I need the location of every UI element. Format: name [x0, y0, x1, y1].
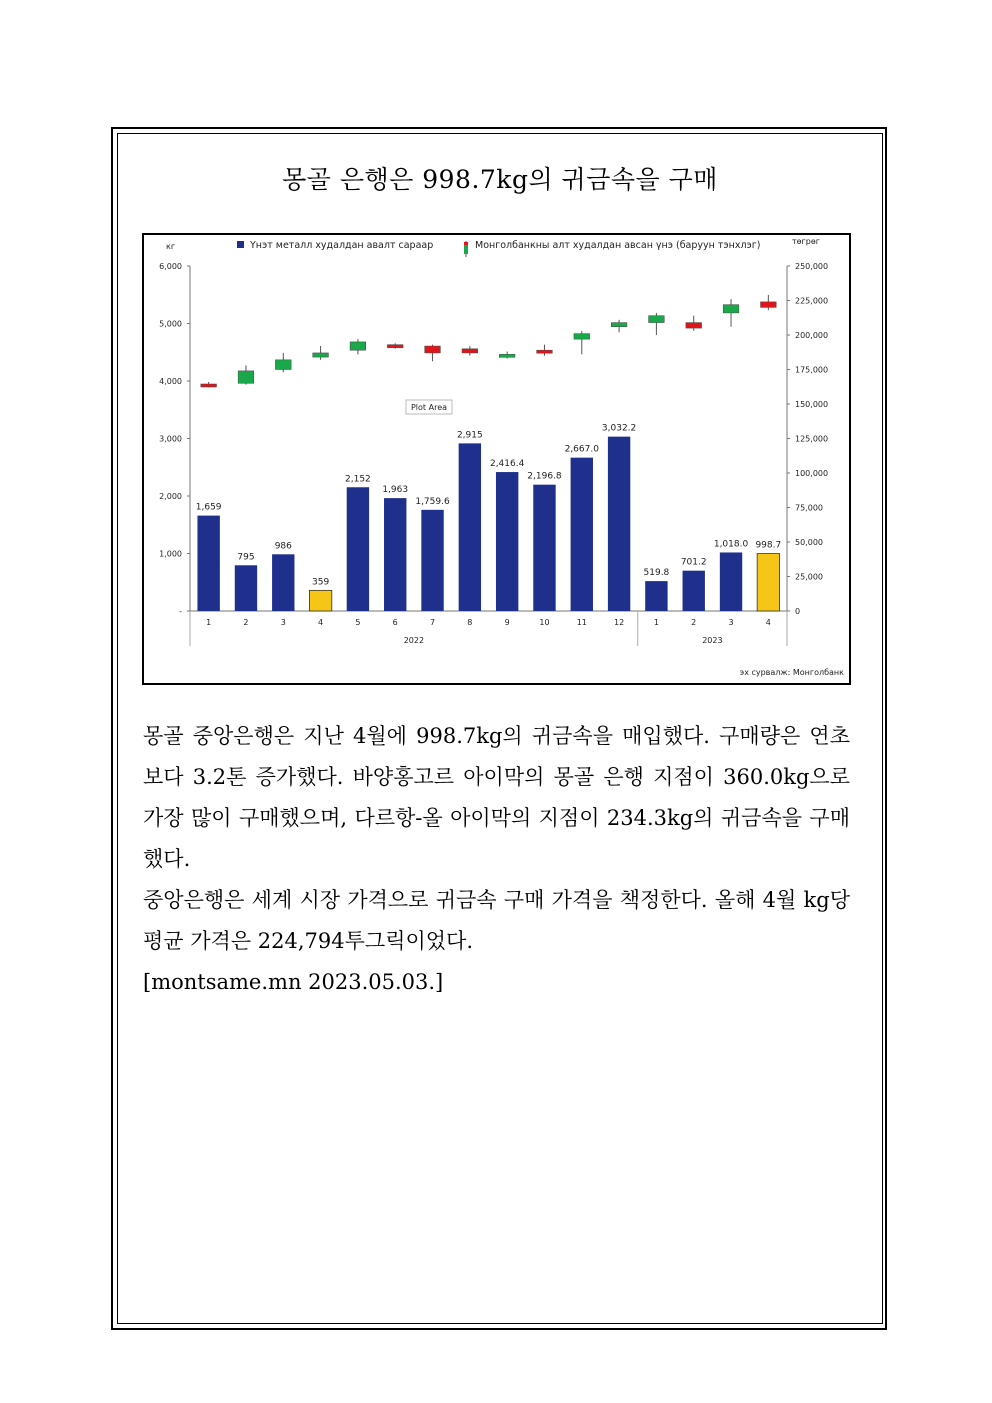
right-axis-unit: төгрөг [792, 237, 820, 246]
bar-value-label: 701.2 [680, 557, 707, 568]
bar [608, 437, 630, 611]
right-tick-label: 125,000 [795, 434, 829, 444]
candle-body [387, 345, 403, 348]
bar [197, 516, 219, 611]
x-tick-label: 7 [429, 618, 436, 627]
right-tick-label: 150,000 [795, 400, 829, 409]
paragraph-2: 중앙은행은 세계 시장 가격으로 귀금속 구매 가격을 책정한다. 올해 4월 kg당 평균 가격은 224,794투그릭이었다. [143, 888, 850, 953]
x-tick-label: 10 [539, 618, 550, 627]
chart-panel [142, 233, 851, 685]
bar-value-label: 2,416.4 [489, 459, 525, 470]
legend-candle-swatch [464, 244, 468, 254]
bar [272, 554, 294, 611]
candle-body [462, 349, 478, 353]
bar-value-label: 2,915 [456, 430, 483, 441]
bar-value-label: 1,018.0 [713, 539, 749, 550]
candle-body [761, 302, 777, 308]
purchase-chart [144, 235, 849, 683]
right-tick-label: 250,000 [795, 262, 829, 271]
candle-body [425, 346, 441, 353]
candle-body [238, 371, 254, 383]
plot-area-hint-label: Plot Area [410, 403, 448, 412]
bar-value-label: 2,667.0 [564, 444, 599, 455]
left-tick-label: 3,000 [159, 434, 182, 444]
legend-bar-swatch [237, 241, 244, 248]
candle-body [499, 354, 515, 357]
bar-value-label: 2,152 [345, 474, 371, 485]
bar-value-label: 519.8 [643, 568, 670, 579]
x-tick-label: 4 [765, 618, 771, 627]
candle-body [313, 353, 329, 357]
bar-value-label: 359 [312, 577, 330, 588]
x-tick-label: 12 [614, 618, 625, 627]
paragraph-1: 몽골 중앙은행은 지난 4월에 998.7kg의 귀금속을 매입했다. 구매량은 연초보다 3.2톤 증가했다. 바양홍고르 아이막의 몽골 은행 지점이 360.0kg으로 가장 많이 구매했으며, 다르항-올 아이막의 지점이 234.3kg의 귀금속을 구매했다. [143, 724, 850, 871]
bar-value-label: 2,196.8 [527, 471, 562, 482]
left-tick-label: 2,000 [159, 492, 182, 501]
right-tick-label: 225,000 [795, 296, 829, 306]
candle-body [649, 316, 665, 323]
x-tick-label: 8 [467, 618, 473, 627]
x-tick-label: 5 [355, 618, 361, 627]
bar [384, 498, 406, 611]
bar [459, 443, 481, 611]
chart-source: эх сурвалж: Монголбанк [739, 668, 844, 677]
bar [309, 590, 331, 611]
candle-body [574, 334, 590, 340]
bar [533, 485, 555, 611]
x-tick-label: 6 [392, 618, 398, 627]
x-tick-label: 2 [691, 618, 697, 627]
left-tick-label: 6,000 [159, 262, 182, 271]
group-label: 2023 [702, 636, 723, 645]
bar-value-label: 986 [274, 541, 292, 552]
right-tick-label: 100,000 [795, 469, 829, 478]
x-tick-label: 3 [280, 618, 286, 627]
candle-body [201, 384, 217, 387]
x-tick-label: 2 [243, 618, 249, 627]
bar [235, 565, 257, 611]
legend-candle-swatch-red [464, 242, 468, 245]
bar-value-label: 998.7 [755, 540, 782, 551]
legend-bar-label: Үнэт металл худалдан авалт сараар [250, 240, 434, 251]
right-tick-label: 25,000 [795, 572, 823, 582]
right-tick-label: 75,000 [795, 503, 823, 513]
bar [683, 571, 705, 611]
bar-value-label: 3,032.2 [601, 423, 637, 434]
bar [421, 510, 443, 611]
candle-body [537, 350, 553, 353]
right-tick-label: 50,000 [795, 538, 823, 547]
bar-value-label: 795 [237, 552, 255, 563]
left-tick-label: 5,000 [159, 319, 182, 329]
bar-value-label: 1,659 [195, 502, 222, 513]
legend-price-label: Монголбанкны алт худалдан авсан үнэ (баруун тэнхлэг) [475, 240, 761, 251]
candle-body [275, 360, 291, 370]
candle-body [723, 305, 739, 313]
candle-body [350, 342, 366, 350]
bar [347, 487, 369, 611]
left-tick-label: - [179, 607, 182, 616]
left-tick-label: 1,000 [159, 549, 182, 559]
bar-value-label: 1,963 [382, 485, 409, 496]
article-title: 몽골 은행은 998.7kg의 귀금속을 구매 [282, 165, 718, 194]
candle-body [686, 323, 702, 329]
right-tick-label: 200,000 [795, 331, 829, 340]
bar-value-label: 1,759.6 [415, 496, 450, 507]
x-tick-label: 3 [728, 618, 734, 627]
bar [720, 552, 742, 611]
bar [571, 458, 593, 611]
x-tick-label: 11 [576, 618, 587, 627]
bar [757, 554, 779, 611]
right-tick-label: 0 [795, 607, 801, 616]
right-tick-label: 175,000 [795, 365, 829, 375]
bar [645, 581, 667, 611]
x-tick-label: 1 [653, 618, 659, 627]
left-tick-label: 4,000 [159, 377, 182, 386]
candle-body [611, 323, 627, 327]
x-tick-label: 1 [206, 618, 212, 627]
article-body [143, 716, 850, 1003]
left-axis-unit: кг [166, 242, 176, 251]
x-tick-label: 4 [318, 618, 324, 627]
bar [496, 472, 518, 611]
group-label: 2022 [403, 636, 425, 645]
source-line: [montsame.mn 2023.05.03.] [143, 970, 444, 994]
x-tick-label: 9 [504, 618, 510, 627]
